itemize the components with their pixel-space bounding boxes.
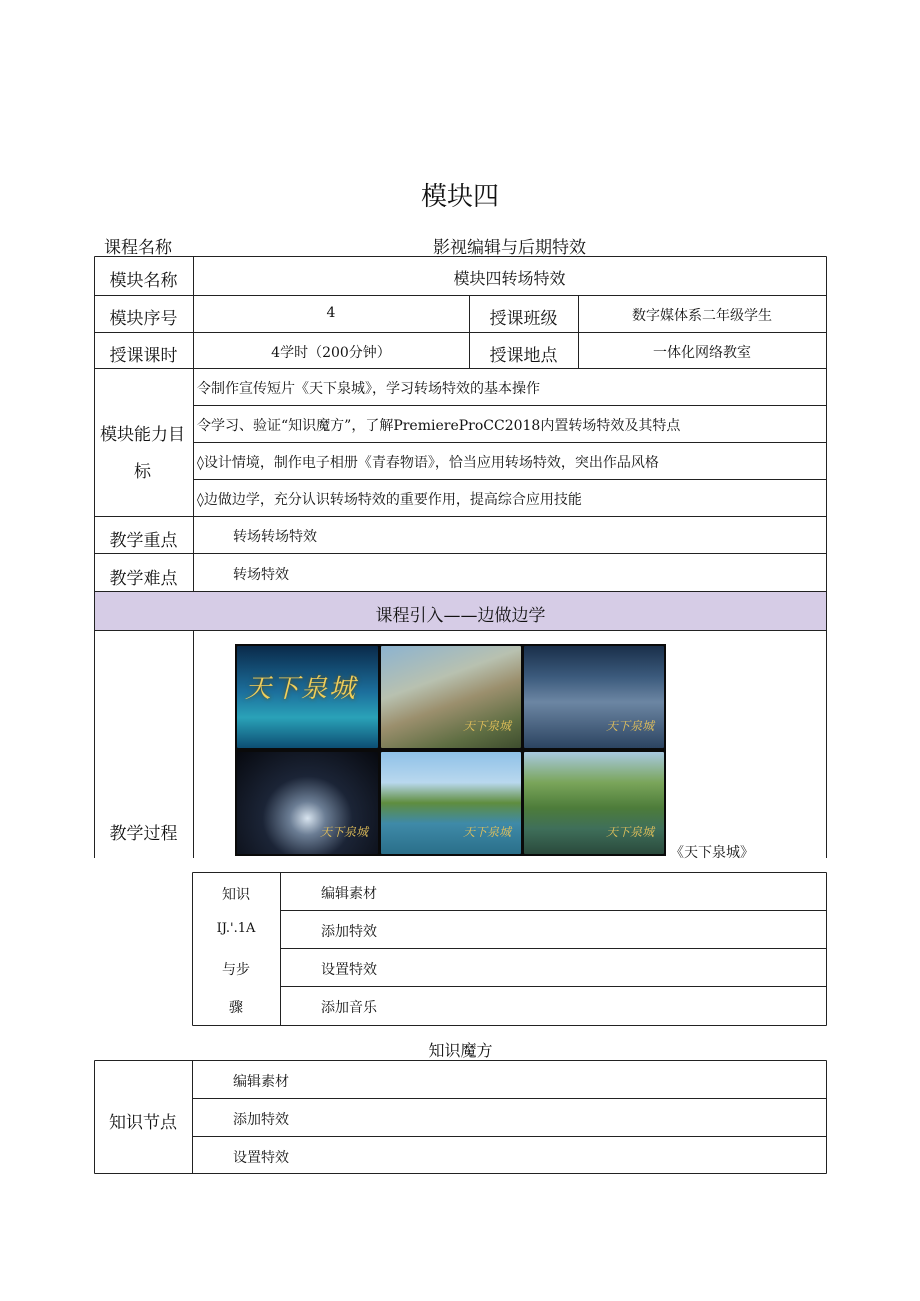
magic-item: 添加特效 xyxy=(233,1112,289,1128)
photo-title-card xyxy=(237,646,378,748)
course-value: 影视编辑与后期特效 xyxy=(433,238,586,258)
step-item: 设置特效 xyxy=(321,962,377,978)
goals-label: 模块能力目 xyxy=(100,425,185,445)
step-item: 添加音乐 xyxy=(321,1000,377,1016)
magic-label: 知识节点 xyxy=(109,1113,177,1133)
steps-label-line: IJ.'.1A xyxy=(216,921,256,936)
goal-item: ◊边做边学，充分认识转场特效的重要作用，提高综合应用技能 xyxy=(197,492,582,508)
module-no-label: 模块序号 xyxy=(109,309,178,329)
photo-logo-text: 天下泉城 xyxy=(605,719,654,733)
page-title: 模块四 xyxy=(420,182,499,212)
photo-caption: 《天下泉城》 xyxy=(670,845,754,861)
class-label: 授课班级 xyxy=(489,309,558,329)
goals-label-2: 标 xyxy=(134,462,151,482)
module-no-value: 4 xyxy=(326,305,336,321)
difficulty-value: 转场特效 xyxy=(233,567,289,583)
hours-label: 授课课时 xyxy=(109,346,178,366)
hours-value: 4学时（200分钟） xyxy=(271,345,391,361)
photo-stadium-night xyxy=(237,752,378,854)
goal-item: 令学习、验证“知识魔方”，了解PremiereProCC2018内置转场特效及其特点 xyxy=(197,418,681,434)
photo-logo-text: 天下泉城 xyxy=(605,825,654,839)
photo-bridge xyxy=(524,752,664,854)
steps-label-line: 与步 xyxy=(222,962,250,978)
steps-label-line: 骤 xyxy=(229,1000,243,1016)
module-name-label: 模块名称 xyxy=(109,271,178,291)
key-point-value: 转场转场特效 xyxy=(233,529,317,545)
difficulty-label: 教学难点 xyxy=(109,569,178,589)
photo-logo-text: 天下泉城 xyxy=(319,825,368,839)
photo-logo-text: 天下泉城 xyxy=(462,825,511,839)
goal-item: ◊设计情境，制作电子相册《青春物语》，恰当应用转场特效，突出作品风格 xyxy=(197,455,659,471)
photo-lake xyxy=(381,752,521,854)
photo-logo-text: 天下泉城 xyxy=(245,674,358,704)
goal-item: 令制作宣传短片《天下泉城》，学习转场特效的基本操作 xyxy=(197,381,540,397)
photo-logo-text: 天下泉城 xyxy=(462,719,511,733)
magic-title: 知识魔方 xyxy=(428,1041,493,1060)
step-item: 添加特效 xyxy=(321,924,377,940)
steps-label-line: 知识 xyxy=(222,887,250,903)
magic-item: 编辑素材 xyxy=(233,1074,289,1090)
key-point-label: 教学重点 xyxy=(109,531,178,551)
location-value: 一体化网络教室 xyxy=(653,345,751,361)
intro-band-title: 课程引入——边做边学 xyxy=(375,606,546,626)
module-name-value: 模块四转场特效 xyxy=(453,269,566,288)
magic-item: 设置特效 xyxy=(233,1150,289,1166)
photo-collage xyxy=(235,644,666,856)
step-item: 编辑素材 xyxy=(321,886,377,902)
process-label: 教学过程 xyxy=(109,824,178,844)
photo-mountain xyxy=(381,646,521,748)
location-label: 授课地点 xyxy=(489,346,558,366)
course-label: 课程名称 xyxy=(104,238,172,258)
photo-spring-water xyxy=(524,646,664,748)
class-value: 数字媒体系二年级学生 xyxy=(632,308,772,324)
